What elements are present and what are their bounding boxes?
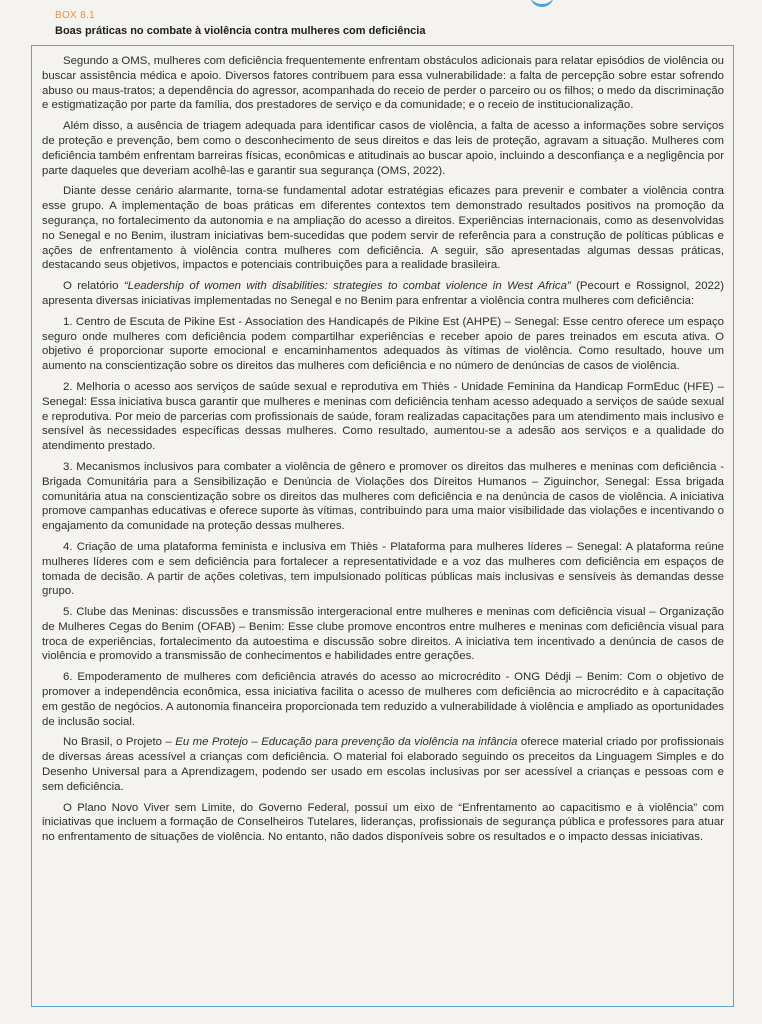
paragraph-estrategias: Diante desse cenário alarmante, torna-se fundamental adotar estratégias eficazes para prevenir e combater a violência contra esse grupo. A implementação de boas práticas em diferentes contextos tem demonstrado resultados positivos na promoção da segurança, no fortalecimento da autonomia e na ampliação do acesso a direitos. Experiências internacionais, como as desenvolvidas no Senegal e no Benim, ilustram iniciativas bem-sucedidas que podem servir de referência para a construção de políticas públicas e ações de enfrentamento à violência contra mulheres com deficiência. A seguir, são apresentadas algumas dessas práticas, destacando seus objetivos, impactos e potenciais contribuições para a realidade brasileira. <box>42 185 724 272</box>
paragraph-plano: O Plano Novo Viver sem Limite, do Governo Federal, possui um eixo de “Enfrentamento ao capacitismo e à violência” com iniciativas que incluem a formação de Conselheiros Tutelares, lideranças, profissionais de segurança pública e professores para atuar no enfrentamento de situações de violência. No entanto, não dados disponíveis sobre os resultados e o impacto dessas iniciativas. <box>42 801 724 844</box>
text-segment: No Brasil, o Projeto – <box>63 736 176 749</box>
text-segment: O relatório <box>63 280 124 293</box>
list-item-1: 1. Centro de Escuta de Pikine Est - Association des Handicapés de Pikine Est (AHPE) – Senegal: Esse centro oferece um espaço seguro onde mulheres com deficiência podem compartilhar experiências e receber apoio de pares treinados em escuta ativa. O objetivo é proporcionar suporte emocional e encaminhamentos adequados às vítimas de violência. Como resultado, houve um aumento na conscientização sobre os direitos das mulheres com deficiência e no número de denúncias de casos de violência. <box>42 315 724 373</box>
box-label: BOX 8.1 <box>55 10 95 21</box>
text-segment: oferece material criado por profissionais de diversas áreas acessível a crianças com deficiência. O material foi elaborado seguindo os preceitos da Linguagem Simples e do Desenho Universal para a Aprendizagem, podendo ser usado em escolas inclusivas por ser acessível a crianças e pessoas com e sem deficiência. <box>42 736 724 793</box>
list-item-6: 6. Empoderamento de mulheres com deficiência através do acesso ao microcrédito - ONG Dédji – Benim: Com o objetivo de promover a independência econômica, essa iniciativa facilita o acesso de mulheres com deficiência ao microcrédito e à capacitação em gestão de negócios. A autonomia financeira proporcionada tem reduzido a vulnerabilidade à violência e ampliado as oportunidades de inclusão social. <box>42 671 724 728</box>
text-segment: (Pecourt e Rossignol, 2022) apresenta diversas iniciativas implementadas no Senegal e no Benim para enfrentar a violência contra mulheres com deficiência: <box>42 280 725 307</box>
list-item-2: 2. Melhoria o acesso aos serviços de saúde sexual e reprodutiva em Thiès - Unidade Feminina da Handicap FormEduc (HFE) – Senegal: Essa iniciativa busca garantir que mulheres e meninas com deficiência tenham acesso adequado a serviços de saúde sexual e reprodutiva. Por meio de parcerias com profissionais de saúde, foram realizadas capacitações para um atendimento mais inclusivo e sensível às necessidades específicas dessas mulheres. Como resultado, aumentou-se a adesão aos serviços e a qualidade do atendimento prestado. <box>42 380 724 453</box>
list-item-5: 5. Clube das Meninas: discussões e transmissão intergeracional entre mulheres e meninas com deficiência visual – Organização de Mulheres Cegas do Benim (OFAB) – Benim: Esse clube promove encontros entre mulheres e meninas com deficiência visual para troca de experiências, fortalecimento da autoestima e discussão sobre direitos. A iniciativa tem incentivado a denúncia de casos de violência e promovido a transmissão de conhecimentos e habilidades entre gerações. <box>42 606 724 663</box>
decorative-accent <box>530 0 554 7</box>
paragraph-oms: Segundo a OMS, mulheres com deficiência frequentemente enfrentam obstáculos adicionais para relatar episódios de violência ou buscar assistência médica e apoio. Diversos fatores contribuem para essa vulnerabilidade: a falta de percepção sobre estar sofrendo abuso ou maus-tratos; a dependência do agressor, acompanhada do receio de perder o parceiro ou os filhos; o medo da discriminação e estigmatização por parte da família, dos prestadores de serviço e da comunidade; e o receio de institucionalização. <box>42 55 724 112</box>
box-frame <box>31 45 734 1007</box>
list-item-3: 3. Mecanismos inclusivos para combater a violência de gênero e promover os direitos das mulheres e meninas com deficiência - Brigada Comunitária para a Sensibilização e Denúncia de Violações dos Direitos Humanos – Ziguinchor, Senegal: Essa brigada comunitária atua na conscientização sobre os direitos das mulheres com deficiência e na denúncia de casos de violência. A iniciativa promove campanhas educativas e oferece suporte às vítimas, contribuindo para uma maior visibilidade das violações e incentivando o engajamento da comunidade na proteção dessas mulheres. <box>42 460 724 533</box>
box-title: Boas práticas no combate à violência contra mulheres com deficiência <box>55 25 426 37</box>
paragraph-brasil <box>42 735 724 794</box>
list-item-4: 4. Criação de uma plataforma feminista e inclusiva em Thiès - Plataforma para mulheres líderes – Senegal: A plataforma reúne mulheres líderes com e sem deficiência para fortalecer a representatividade e a voz das mulheres com deficiência em espaços de tomada de decisão. A partir de ações coletivas, tem impulsionado políticas públicas mais inclusivas e sensíveis às demandas desse grupo. <box>42 540 724 598</box>
paragraph-triagem: Além disso, a ausência de triagem adequada para identificar casos de violência, a falta de acesso a informações sobre serviços de proteção e prevenção, bem como o desconhecimento de seus direitos e das leis de proteção, agravam a situação. Mulheres com deficiência também enfrentam barreiras físicas, econômicas e atitudinais ao buscar apoio, incluindo a desconfiança e a negligência por parte daqueles que deveriam acolhê-las e garantir sua segurança (OMS, 2022). <box>42 120 724 177</box>
project-title: Eu me Protejo – Educação para prevenção da violência na infância <box>175 736 518 749</box>
report-title: “Leadership of women with disabilities: strategies to combat violence in West Africa” <box>123 280 571 293</box>
paragraph-relatorio <box>42 279 724 309</box>
